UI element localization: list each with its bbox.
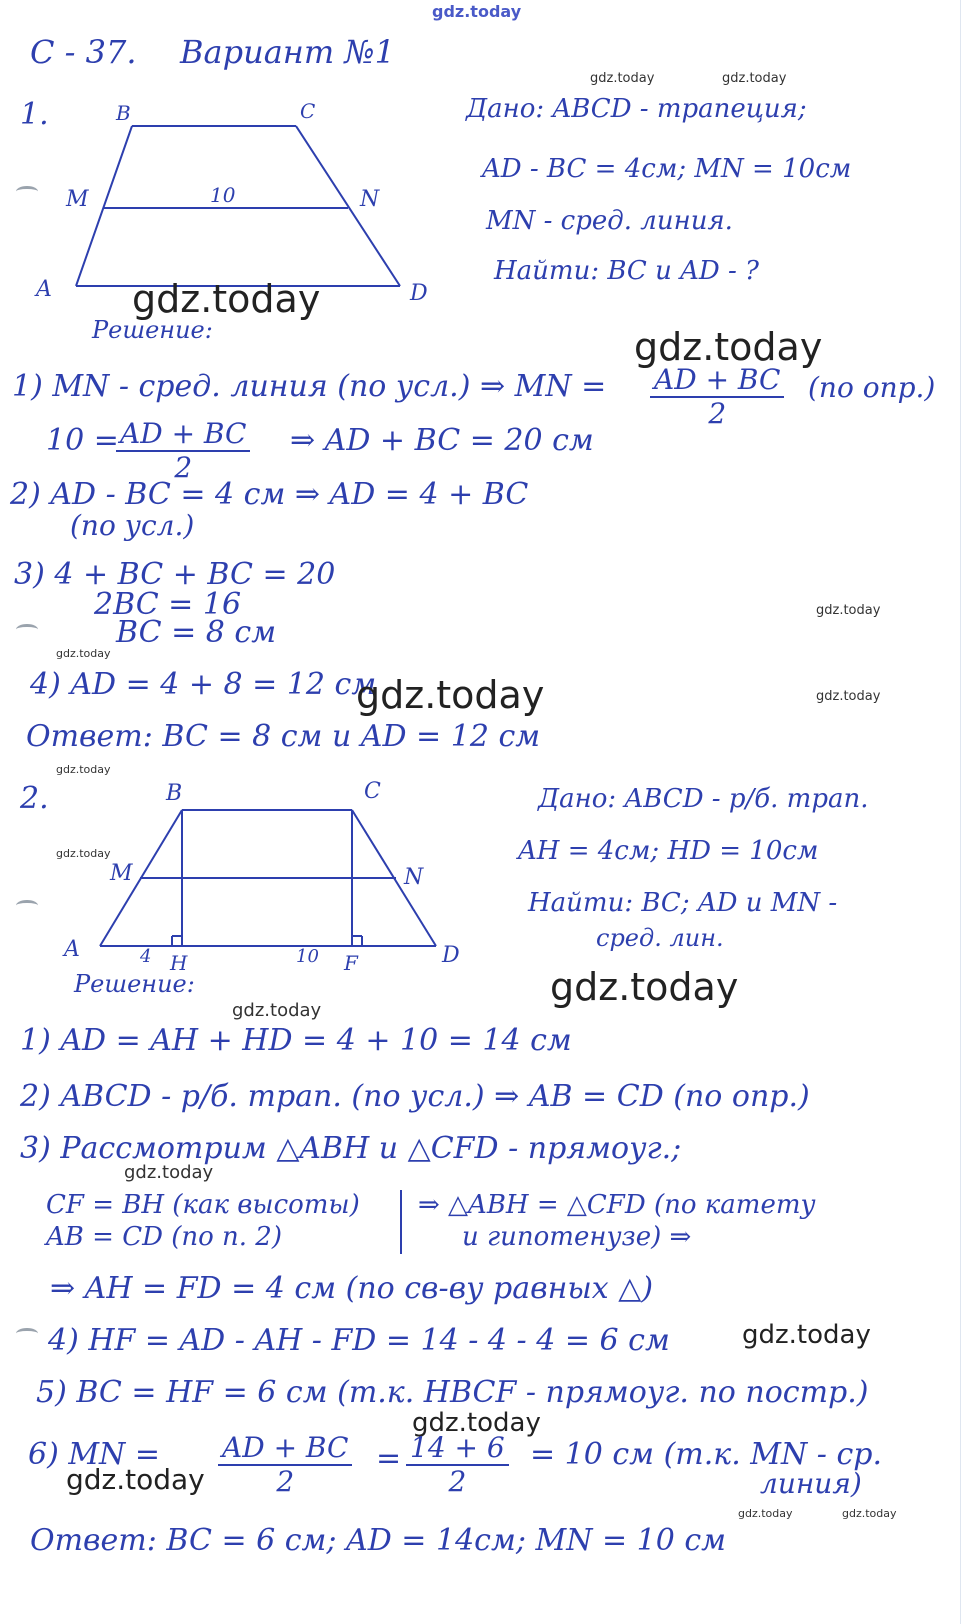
watermark: gdz.today (232, 1000, 322, 1021)
p2-find-line: Найти: BC; AD и MN - (528, 888, 838, 918)
p2-step6-prefix: 6) MN = (28, 1437, 160, 1472)
watermark: gdz.today (634, 325, 823, 369)
p1-given-line: MN - сред. линия. (486, 206, 733, 236)
fraction-numerator: AD + BC (116, 420, 250, 452)
watermark: gdz.today (412, 1408, 541, 1438)
watermark: gdz.today (738, 1507, 793, 1520)
problem2-number: 2. (20, 781, 49, 816)
p1-given-line: Дано: ABCD - трапеция; (466, 94, 807, 124)
watermark: gdz.today (742, 1320, 871, 1350)
p2-step3: 3) Рассмотрим △ABH и △CFD - прямоуг.; (20, 1131, 682, 1166)
watermark: gdz.today (132, 277, 321, 321)
vertex-d: D (410, 281, 428, 306)
p1-step1-suffix: (по опр.) (808, 371, 936, 404)
variant-label: Вариант №1 (180, 33, 395, 71)
p2-step3b: AB = CD (по п. 2) (46, 1222, 282, 1252)
fraction-numerator: AD + BC (218, 1434, 352, 1466)
fraction-denominator: 2 (276, 1465, 295, 1498)
fraction-numerator: AD + BC (650, 366, 784, 398)
watermark: gdz.today (722, 71, 787, 86)
p1-given-line: AD - BC = 4см; MN = 10см (482, 154, 852, 184)
watermark: gdz.today (56, 847, 111, 860)
p1-answer: Ответ: BC = 8 см и AD = 12 см (26, 719, 541, 754)
watermark: gdz.today (590, 71, 655, 86)
p2-step3e: ⇒ AH = FD = 4 см (по св-ву равных △) (50, 1271, 654, 1306)
vertex-n: N (360, 187, 380, 212)
watermark: gdz.today (56, 763, 111, 776)
watermark: gdz.today (816, 603, 881, 618)
watermark: gdz.today (124, 1162, 214, 1183)
problem1-number: 1. (20, 97, 49, 132)
p2-find-line: сред. лин. (596, 924, 724, 952)
vertex-n: N (404, 865, 424, 890)
fraction-denominator: 2 (448, 1465, 467, 1498)
p2-answer: Ответ: BC = 6 см; AD = 14см; MN = 10 см (30, 1523, 727, 1558)
p1-step1b-prefix: 10 = (46, 423, 119, 458)
p1-step1-prefix: 1) MN - сред. линия (по усл.) ⇒ MN = (12, 369, 607, 404)
watermark-header: gdz.today (432, 2, 522, 21)
watermark: gdz.today (550, 965, 739, 1009)
p2-step2: 2) ABCD - р/б. трап. (по усл.) ⇒ AB = CD (по опр.) (20, 1079, 810, 1114)
watermark: gdz.today (66, 1463, 205, 1496)
p1-step2-note: (по усл.) (70, 509, 195, 542)
vertex-c: C (300, 99, 316, 123)
vertex-m: M (110, 861, 133, 886)
p2-step6-eq: = (376, 1441, 402, 1476)
p2-step3a: CF = BH (как высоты) (46, 1190, 360, 1220)
watermark: gdz.today (356, 673, 545, 717)
vertex-f: F (344, 951, 358, 975)
segment-ah-label: 4 (140, 946, 152, 967)
fraction-denominator: 2 (708, 397, 727, 430)
p1-step4: 4) AD = 4 + 8 = 12 см (30, 667, 377, 702)
p2-step6-fraction-1 (218, 1431, 352, 1498)
p2-step6-suffix: = 10 см (т.к. MN - ср. (530, 1437, 882, 1472)
fraction-denominator: 2 (174, 451, 193, 484)
p2-given-line: AH = 4см; HD = 10см (518, 836, 819, 866)
p2-step1: 1) AD = AH + HD = 4 + 10 = 14 см (20, 1023, 572, 1058)
p2-solution-title: Решение: (74, 970, 195, 998)
p1-step1b-suffix: ⇒ AD + BC = 20 см (290, 423, 594, 458)
brace-bar (400, 1190, 402, 1254)
p1-step2: 2) AD - BC = 4 см ⇒ AD = 4 + BC (10, 477, 529, 512)
p1-step3b: 2BC = 16 (94, 587, 242, 622)
midline-label: 10 (210, 183, 236, 207)
vertex-m: M (66, 187, 89, 212)
vertex-b: B (166, 781, 183, 806)
watermark: gdz.today (56, 647, 111, 660)
vertex-h: H (170, 951, 188, 975)
vertex-d: D (442, 943, 460, 968)
p2-given-line: Дано: ABCD - р/б. трап. (538, 784, 869, 814)
p2-step6-suffix2: линия) (760, 1467, 862, 1500)
p1-step3: 3) 4 + BC + BC = 20 (14, 557, 336, 592)
vertex-a: A (36, 277, 52, 302)
p1-solution-title: Решение: (92, 316, 213, 344)
p2-step6-fraction-2 (406, 1431, 509, 1498)
watermark: gdz.today (842, 1507, 897, 1520)
exercise-label: С - 37. (30, 33, 137, 71)
fraction-numerator: 14 + 6 (406, 1434, 509, 1466)
watermark: gdz.today (816, 689, 881, 704)
p2-step3c: ⇒ △ABH = △CFD (по катету (418, 1190, 816, 1220)
p1-find-line: Найти: BC и AD - ? (494, 256, 759, 286)
p1-step3c: BC = 8 см (116, 615, 277, 650)
p2-step4: 4) HF = AD - AH - FD = 14 - 4 - 4 = 6 см (48, 1323, 670, 1358)
p2-step5: 5) BC = HF = 6 см (т.к. HBCF - прямоуг. по постр.) (36, 1375, 869, 1410)
vertex-b: B (116, 101, 131, 125)
segment-hd-label: 10 (296, 946, 319, 967)
vertex-a: A (64, 937, 80, 962)
p2-step3d: и гипотенузе) ⇒ (462, 1222, 692, 1252)
vertex-c: C (364, 779, 381, 804)
